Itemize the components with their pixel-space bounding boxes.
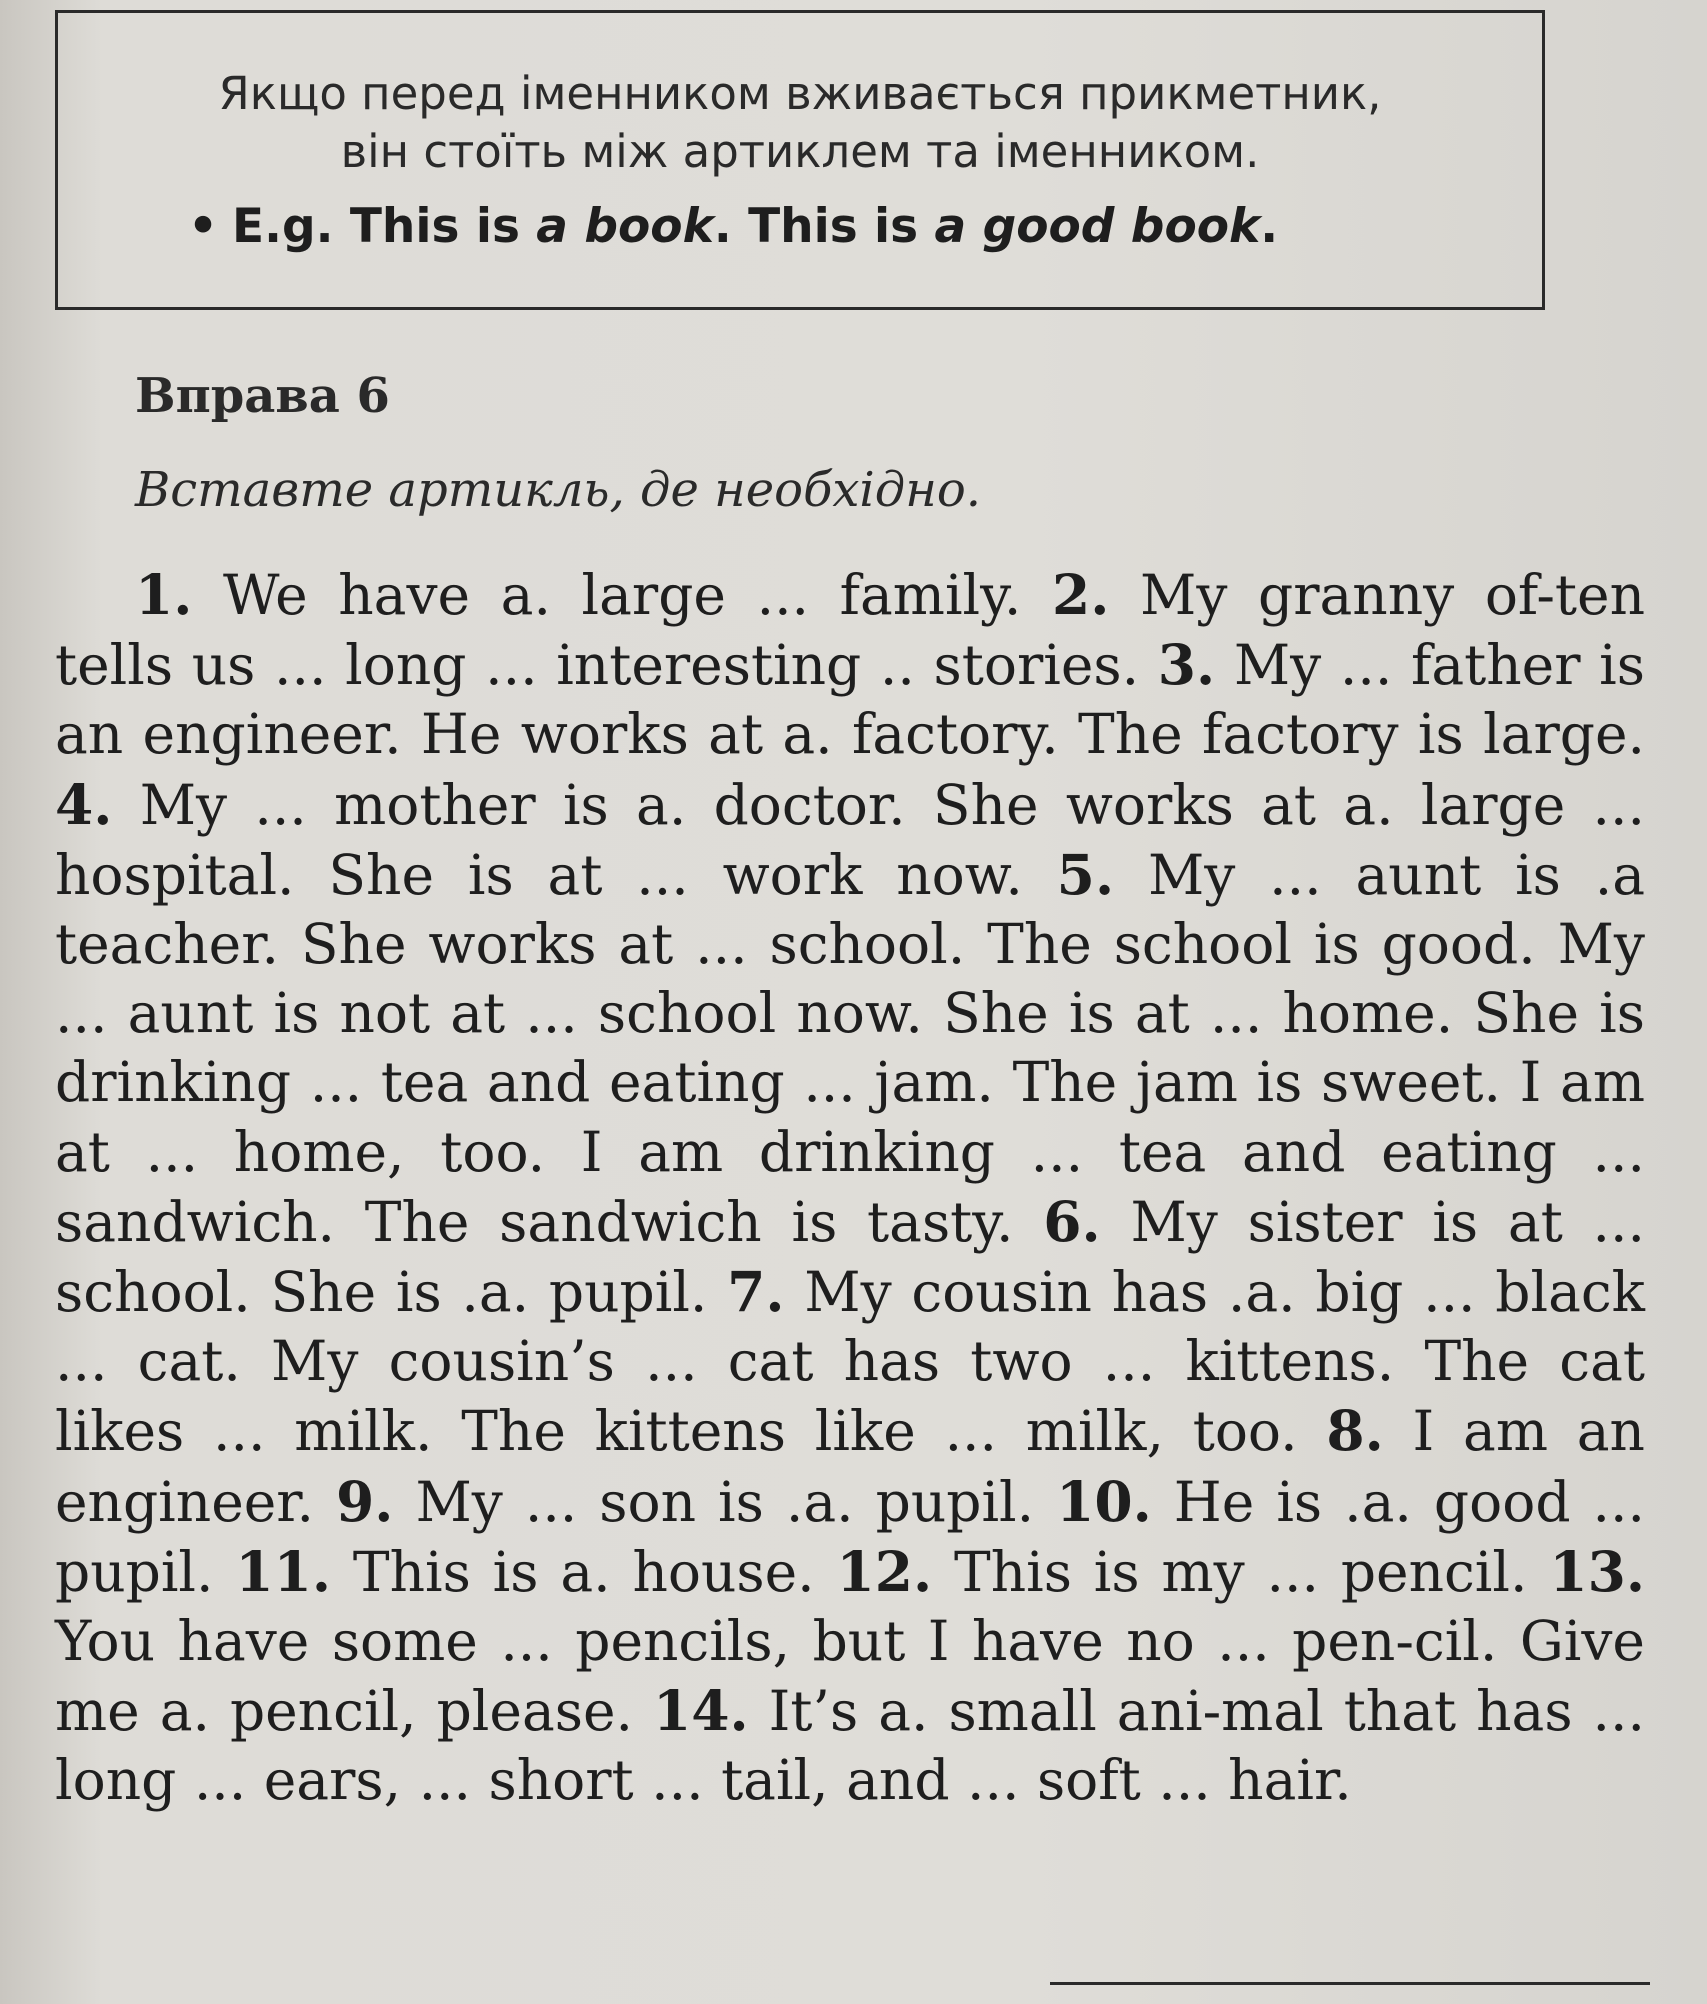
rule-text-line-1: Якщо перед іменником вживається прикметник, [218, 67, 1382, 120]
sentence-number: 14. [652, 1678, 749, 1744]
sentence-text: My ... son is .a. pupil. [393, 1469, 1057, 1534]
example-end: . [1260, 199, 1279, 254]
sentence-text: My ... father is an engineer. He works at a. factory. The factory is large. [55, 633, 1645, 767]
sentence-text: My sister is at ... school. She is .a. pupil. [55, 1189, 1645, 1325]
sentence-text: We have a. large ... family. [192, 563, 1052, 627]
sentence-number: 8. [1326, 1398, 1384, 1464]
sentence-text: My ... aunt is .a teacher. She works at ... school. The school is good. My ... aunt is not at ... school now. She is at ... home. She is drinking ... tea and eating ... jam. The jam is sweet. I am at ... home, too. I am drinking ... tea and eating ... sandwich. The sandwich is tasty. [55, 842, 1646, 1254]
sentence-number: 13. [1549, 1538, 1646, 1604]
example-a-book: a book [536, 199, 714, 254]
sentence-number: 2. [1051, 562, 1110, 627]
exercise-instruction: Вставте артикль, де необхідно. [135, 462, 981, 518]
sentence-text: My granny of-ten tells us ... long ... interesting .. stories. [55, 563, 1645, 698]
sentence-text: My ... mother is a. doctor. She works at a. large ... hospital. She is at ... work now. [55, 772, 1645, 907]
sentence-text: This is a. house. [331, 1539, 837, 1604]
sentence-number: 1. [135, 562, 193, 627]
sentence-text: This is my ... pencil. [932, 1539, 1550, 1604]
grammar-rule-box [55, 10, 1545, 310]
sentence-number: 5. [1056, 841, 1115, 907]
sentence-number: 6. [1043, 1188, 1101, 1254]
sentence-number: 3. [1157, 632, 1216, 698]
sentence-number: 11. [235, 1538, 332, 1604]
sentence-number: 12. [836, 1538, 933, 1604]
sentence-number: 9. [336, 1468, 394, 1534]
exercise-title: Вправа 6 [135, 368, 390, 424]
example-mid: . This is [713, 199, 935, 254]
sentence-number: 7. [727, 1259, 785, 1325]
example-a-good-book: a good book [934, 199, 1261, 254]
rule-example [188, 199, 1542, 254]
sentence-number: 10. [1056, 1468, 1152, 1534]
sentence-text: It’s a. small ani-mal that has ... long ... ears, ... short ... tail, and ... soft ... hair. [55, 1679, 1645, 1813]
example-prefix: E.g. This is [232, 199, 537, 254]
rule-text-line-2: він стоїть між артиклем та іменником. [340, 125, 1260, 178]
exercise-text [55, 560, 1645, 1816]
sentence-number: 4. [55, 771, 113, 837]
sentence-text: You have some ... pencils, but I have no ... pen-cil. Give me a. pencil, please. [55, 1609, 1645, 1744]
bullet-icon: • [188, 199, 219, 254]
sentence-text: I am an engineer. [55, 1399, 1645, 1534]
sentence-text: He is .a. good ... pupil. [55, 1469, 1645, 1604]
bottom-divider [1050, 1982, 1650, 1985]
sentence-text: My cousin has .a. big ... black ... cat. My cousin’s ... cat has two ... kittens. The cat likes ... milk. The kittens like ... milk, too. [55, 1260, 1645, 1464]
